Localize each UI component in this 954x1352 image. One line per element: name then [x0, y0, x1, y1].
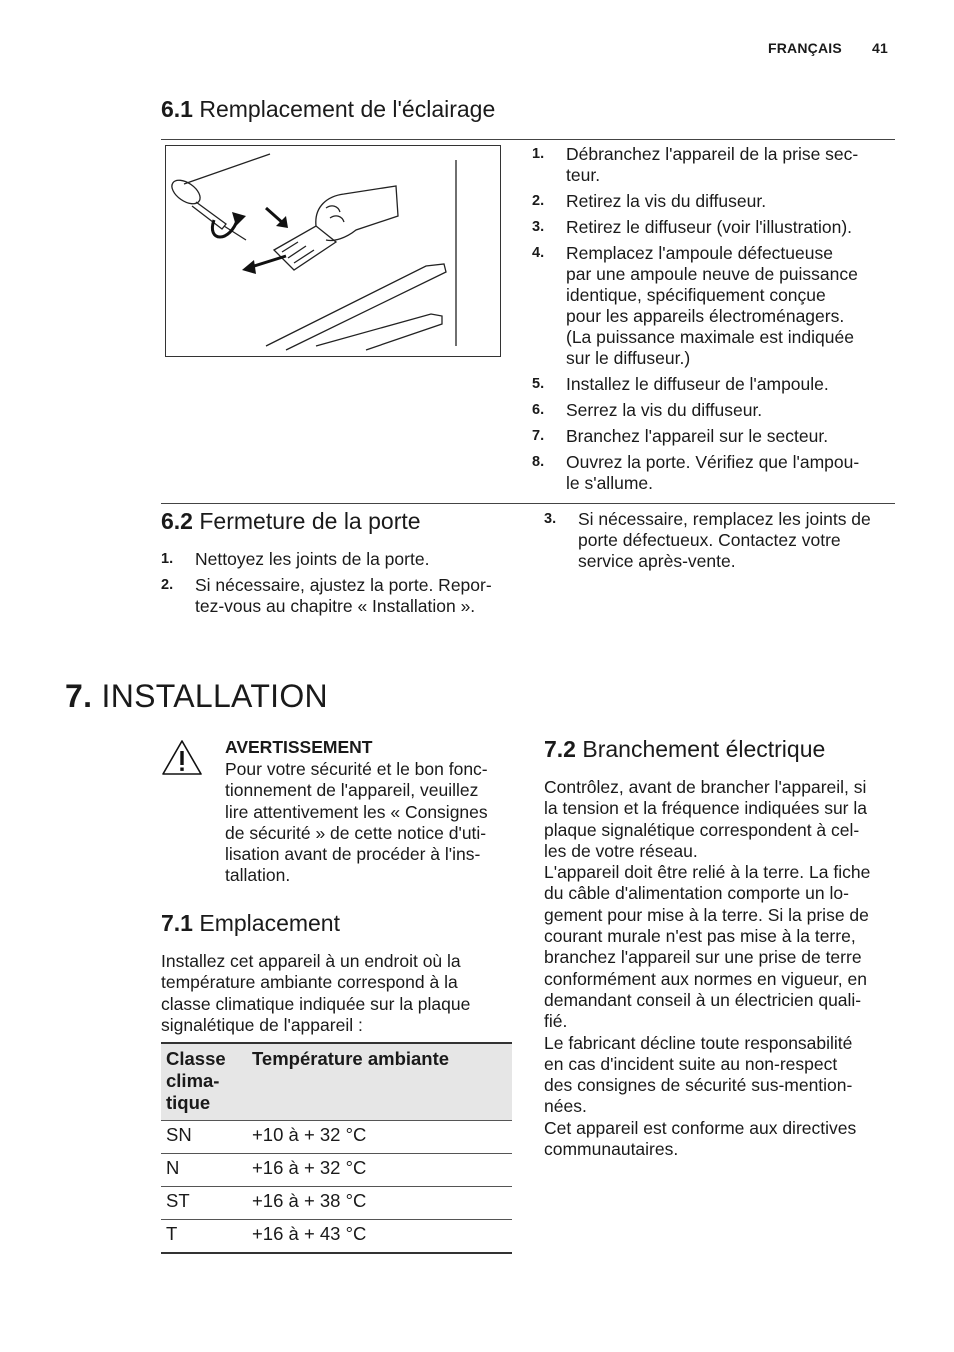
step-number: 3.	[544, 511, 557, 527]
step-number: 5.	[532, 376, 545, 392]
lamp-replacement-steps	[532, 144, 894, 499]
step-text: Installez le diffuseur de l'ampoule.	[566, 374, 829, 394]
table-cell: +16 à + 32 °C	[247, 1154, 512, 1187]
step-text: Si nécessaire, remplacez les joints de porte défectueux. Contactez votre service après-vente.	[578, 509, 871, 571]
table-cell: T	[161, 1220, 247, 1254]
list-item	[532, 400, 894, 421]
section-7-2-heading	[544, 736, 825, 763]
table-row	[161, 1220, 512, 1254]
list-item	[544, 509, 894, 572]
chapter-number: 7.	[65, 678, 93, 714]
table-row	[161, 1154, 512, 1187]
step-text: Nettoyez les joints de la porte.	[195, 549, 430, 569]
section-title: Fermeture de la porte	[199, 508, 421, 534]
step-text: Ouvrez la porte. Vérifiez que l'ampou- le s'allume.	[566, 452, 860, 493]
step-number: 7.	[532, 428, 545, 444]
list-item	[532, 426, 894, 447]
section-title: Branchement électrique	[582, 736, 826, 762]
page-number: 41	[872, 40, 888, 56]
chapter-title: INSTALLATION	[101, 678, 328, 714]
step-text: Retirez le diffuseur (voir l'illustration).	[566, 217, 853, 237]
electrical-connection-text: Contrôlez, avant de brancher l'appareil, si la tension et la fréquence indiquées sur la plaque signalétique correspondent à cel- les de votre réseau. L'appareil doit être relié à la terre. La fiche du câble d'alimentation comporte un lo- gement pour mise à la terre. Si la prise de courant murale n'est pas mise à la terre, branchez l'appareil sur une prise de terre conformément aux normes en vigueur, en demandant conseil à un électricien quali- fié. Le fabricant décline toute responsabilité en cas d'incident suite au non-respect des consignes de sécurité sus-mention- nées. Cet appareil est conforme aux directives communautaires.	[544, 777, 871, 1160]
warning-text: Pour votre sécurité et le bon fonc- tionnement de l'appareil, veuillez lire attentivement les « Consignes de sécurité » de cette notice d'uti- lisation avant de procéder à l'ins- tallation.	[225, 759, 488, 886]
step-text: Débranchez l'appareil de la prise sec- teur.	[566, 144, 859, 185]
list-item	[532, 144, 894, 186]
list-item	[532, 191, 894, 212]
step-number: 2.	[532, 193, 545, 209]
step-number: 1.	[161, 551, 174, 567]
list-item	[532, 217, 894, 238]
chapter-7-heading	[65, 678, 328, 715]
step-number: 1.	[532, 146, 545, 162]
table-cell: +16 à + 38 °C	[247, 1187, 512, 1220]
climate-class-table	[161, 1042, 512, 1254]
table-cell: ST	[161, 1187, 247, 1220]
section-number: 7.1	[161, 910, 193, 936]
door-steps-right	[544, 509, 894, 577]
table-cell: +16 à + 43 °C	[247, 1220, 512, 1254]
list-item	[532, 374, 894, 395]
section-title: Remplacement de l'éclairage	[199, 96, 496, 122]
table-cell: +10 à + 32 °C	[247, 1121, 512, 1154]
section-divider	[161, 503, 895, 504]
section-6-2-heading	[161, 508, 421, 535]
step-number: 8.	[532, 454, 545, 470]
section-number: 6.1	[161, 96, 193, 122]
list-item	[161, 575, 521, 617]
header-language: FRANÇAIS	[767, 40, 842, 56]
table-row	[161, 1187, 512, 1220]
step-text: Remplacez l'ampoule défectueuse par une ampoule neuve de puissance identique, spécifiquement conçue pour les appareils électroménagers. (La puissance maximale est indiquée sur le diffuseur.)	[566, 243, 858, 368]
table-cell: N	[161, 1154, 247, 1187]
section-6-1-heading	[161, 96, 495, 123]
warning-title: AVERTISSEMENT	[225, 737, 373, 757]
step-text: Retirez la vis du diffuseur.	[566, 191, 767, 211]
page-header	[768, 40, 888, 56]
section-divider	[161, 139, 895, 140]
list-item	[161, 549, 521, 570]
section-number: 7.2	[544, 736, 576, 762]
step-text: Branchez l'appareil sur le secteur.	[566, 426, 829, 446]
step-number: 2.	[161, 577, 174, 593]
section-7-1-heading	[161, 910, 340, 937]
step-text: Serrez la vis du diffuseur.	[566, 400, 763, 420]
warning-icon	[160, 738, 204, 778]
illustration-drawing	[166, 146, 500, 356]
table-row	[161, 1121, 512, 1154]
column-header: Classe clima- tique	[161, 1043, 247, 1121]
step-number: 4.	[532, 245, 545, 261]
section-title: Emplacement	[199, 910, 340, 936]
step-number: 3.	[532, 219, 545, 235]
column-header: Température ambiante	[247, 1043, 512, 1121]
table-cell: SN	[161, 1121, 247, 1154]
list-item	[532, 243, 894, 369]
list-item	[532, 452, 894, 494]
lamp-replacement-illustration	[165, 145, 501, 357]
table-header-row	[161, 1043, 512, 1121]
location-text: Installez cet appareil à un endroit où la température ambiante correspond à la classe climatique indiquée sur la plaque signalétique de l'appareil :	[161, 951, 471, 1035]
door-steps-left	[161, 549, 521, 622]
step-number: 6.	[532, 402, 545, 418]
section-number: 6.2	[161, 508, 193, 534]
step-text: Si nécessaire, ajustez la porte. Repor- tez-vous au chapitre « Installation ».	[195, 575, 492, 616]
